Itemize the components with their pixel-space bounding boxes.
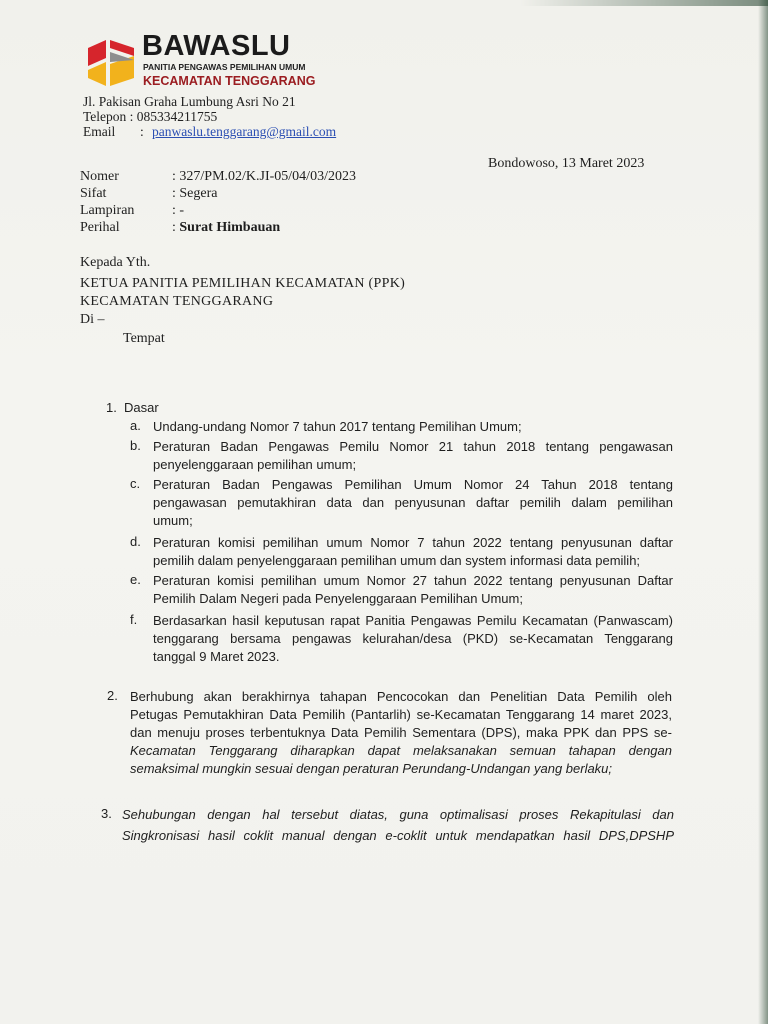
recipient-kecamatan: KECAMATAN TENGGARANG bbox=[80, 294, 274, 309]
paragraph-line: Sehubungan dengan hal tersebut diatas, guna optimalisasi proses Rekapitulasi dan bbox=[122, 807, 674, 822]
email-link[interactable]: panwaslu.tenggarang@gmail.com bbox=[152, 124, 337, 139]
list-item-line: Peraturan Badan Pengawas Pemilu Nomor 21 tahun 2018 tentang pengawasan bbox=[153, 439, 673, 454]
recipient-title: KETUA PANITIA PEMILIHAN KECAMATAN (PPK) bbox=[80, 276, 406, 291]
recipient-greeting: Kepada Yth. bbox=[80, 255, 151, 270]
list-item-line: tenggarang bersama pengawas kelurahan/desa (PKD) se-Kecamatan Tenggarang bbox=[153, 631, 673, 646]
org-kecamatan: KECAMATAN TENGGARANG bbox=[143, 74, 316, 88]
list-item-letter: c. bbox=[130, 476, 141, 491]
email-label: Email bbox=[83, 124, 116, 139]
list-item-line: Peraturan komisi pemilihan umum Nomor 27 tahun 2022 tentang penyusunan Daftar bbox=[153, 573, 673, 588]
email-separator: : bbox=[140, 124, 144, 139]
list-item-line: Peraturan Badan Pengawas Pemilihan Umum Nomor 24 Tahun 2018 tentang bbox=[153, 477, 673, 492]
bawaslu-logo-icon bbox=[84, 34, 140, 90]
lampiran-value: : - bbox=[172, 203, 185, 218]
point-3-paragraph bbox=[122, 806, 674, 845]
list-item-line: tanggal 9 Maret 2023. bbox=[153, 649, 280, 664]
point-1-title: Dasar bbox=[124, 400, 159, 415]
list-item bbox=[153, 476, 673, 530]
list-item-line: umum; bbox=[153, 513, 193, 528]
perihal-value: Surat Himbauan bbox=[179, 220, 281, 235]
list-item-line: Undang-undang Nomor 7 tahun 2017 tentang Pemilihan Umum; bbox=[153, 419, 522, 434]
letter-date: Bondowoso, 13 Maret 2023 bbox=[488, 156, 645, 171]
org-subtitle: PANITIA PENGAWAS PEMILIHAN UMUM bbox=[143, 62, 306, 72]
list-item bbox=[153, 418, 673, 436]
point-2-paragraph bbox=[130, 688, 672, 778]
point-2-number: 2. bbox=[107, 688, 118, 703]
perihal-separator: : bbox=[172, 220, 180, 235]
address-line: Jl. Pakisan Graha Lumbung Asri No 21 bbox=[83, 94, 296, 109]
point-1-number: 1. bbox=[106, 400, 117, 415]
paragraph-line: dan menuju proses terbentuknya Data Pemilih Sementara (DPS), maka PPK dan PPS se- bbox=[130, 725, 672, 740]
sifat-label: Sifat bbox=[80, 186, 107, 201]
list-item bbox=[153, 572, 673, 608]
lampiran-label: Lampiran bbox=[80, 203, 135, 218]
list-item-letter: b. bbox=[130, 438, 141, 453]
list-item-line: pemilih dalam penyelenggaraan pemilihan umum dan system informasi data pemilih; bbox=[153, 553, 641, 568]
list-item-line: penyelenggaraan pemilihan umum; bbox=[153, 457, 357, 472]
recipient-tempat: Tempat bbox=[123, 331, 165, 346]
org-name: BAWASLU bbox=[142, 30, 291, 62]
scan-shadow-right bbox=[758, 0, 768, 1024]
paragraph-line: Kecamatan Tenggarang diharapkan dapat melaksanakan semuan tahapan dengan bbox=[130, 743, 672, 758]
nomer-value: : 327/PM.02/K.JI-05/04/03/2023 bbox=[172, 169, 356, 184]
recipient-di: Di – bbox=[80, 312, 105, 327]
perihal-field bbox=[172, 220, 280, 236]
sifat-value: : Segera bbox=[172, 186, 218, 201]
list-item-letter: e. bbox=[130, 572, 141, 587]
perihal-label: Perihal bbox=[80, 220, 120, 235]
list-item-letter: a. bbox=[130, 418, 141, 433]
list-item bbox=[153, 438, 673, 474]
point-3-number: 3. bbox=[101, 806, 112, 821]
list-item-line: Berdasarkan hasil keputusan rapat Panitia Pengawas Pemilu Kecamatan (Panwascam) bbox=[153, 613, 673, 628]
paragraph-line: Berhubung akan berakhirnya tahapan Pencocokan dan Penelitian Data Pemilih oleh bbox=[130, 689, 672, 704]
paragraph-line: Petugas Pemutakhiran Data Pemilih (Pantarlih) se-Kecamatan Tenggarang 14 maret 2023, bbox=[130, 707, 672, 722]
list-item-letter: d. bbox=[130, 534, 141, 549]
list-item-line: Peraturan komisi pemilihan umum Nomor 7 tahun 2022 tentang penyusunan daftar bbox=[153, 535, 673, 550]
list-item bbox=[153, 612, 673, 666]
list-item-line: Pemilih Dalam Negeri pada Penyelenggaraan Pemilihan Umum; bbox=[153, 591, 523, 606]
scan-shadow-top bbox=[520, 0, 768, 6]
list-item-letter: f. bbox=[130, 612, 138, 627]
telepon-line: Telepon : 085334211755 bbox=[83, 109, 218, 124]
nomer-label: Nomer bbox=[80, 169, 119, 184]
list-item-line: pengawasan pemutakhiran data dan penyusunan daftar pemilih dalam pemilihan bbox=[153, 495, 673, 510]
paragraph-line: Singkronisasi hasil coklit manual dengan e-coklit untuk mendapatkan hasil DPS,DPSHP bbox=[122, 828, 674, 843]
list-item bbox=[153, 534, 673, 570]
paragraph-line: semaksimal mungkin sesuai dengan peraturan Perundang-Undangan yang berlaku; bbox=[130, 761, 613, 776]
